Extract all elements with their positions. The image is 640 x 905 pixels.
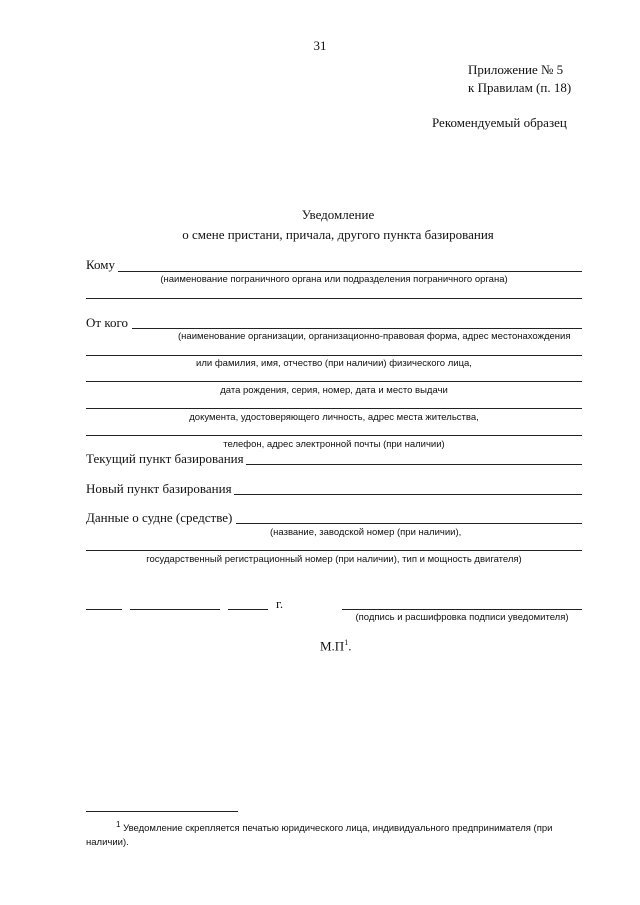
signature-hint: (подпись и расшифровка подписи уведомителя) [355, 612, 569, 623]
vessel-label: Данные о судне (средстве) [86, 510, 233, 525]
to-field-line[interactable] [118, 271, 582, 272]
from-field-line-4[interactable] [86, 408, 582, 409]
footnote-marker: 1 [116, 820, 121, 829]
vessel-field-line-2[interactable] [86, 550, 582, 551]
footnote [86, 818, 582, 850]
appendix-reference: к Правилам (п. 18) [468, 80, 572, 95]
date-year-line[interactable] [228, 609, 268, 610]
document-title: Уведомление [301, 207, 375, 222]
new-base-line[interactable] [234, 494, 582, 495]
to-hint: (наименование пограничного органа или подразделения пограничного органа) [160, 274, 508, 285]
from-field-line-3[interactable] [86, 381, 582, 382]
from-hint-5: телефон, адрес электронной почты (при наличии) [223, 439, 445, 450]
footnote-text-2: наличии). [86, 837, 129, 849]
vessel-hint-2: государственный регистрационный номер (при наличии), тип и мощность двигателя) [146, 554, 522, 565]
page-number: 31 [313, 38, 327, 53]
new-base-label: Новый пункт базирования [86, 481, 232, 496]
current-base-line[interactable] [246, 464, 582, 465]
from-hint-1: (наименование организации, организационно-правовая форма, адрес местонахождения [178, 331, 571, 342]
document-subtitle: о смене пристани, причала, другого пункта базирования [182, 227, 494, 242]
from-hint-2: или фамилия, имя, отчество (при наличии) физического лица, [196, 358, 472, 369]
stamp-label: $М.П^1$. [320, 638, 352, 654]
year-suffix: г. [276, 596, 284, 611]
vessel-field-line[interactable] [236, 523, 582, 524]
current-base-label: Текущий пункт базирования [86, 451, 244, 466]
signature-line[interactable] [342, 609, 582, 610]
to-field-line-2[interactable] [86, 298, 582, 299]
from-hint-3: дата рождения, серия, номер, дата и место выдачи [220, 385, 448, 396]
footnote-separator [86, 811, 238, 812]
appendix-title: Приложение № 5 [468, 62, 564, 77]
from-field-line-5[interactable] [86, 435, 582, 436]
sample-label: Рекомендуемый образец [432, 115, 567, 130]
footnote-text-1: Уведомление скрепляется печатью юридического лица, индивидуального предпринимателя (при [123, 823, 553, 835]
stamp-footnote-marker: 1 [344, 638, 349, 647]
date-day-line[interactable] [86, 609, 122, 610]
from-hint-4: документа, удостоверяющего личность, адрес места жительства, [189, 412, 479, 423]
to-label: Кому [86, 257, 116, 272]
from-field-line-2[interactable] [86, 355, 582, 356]
date-month-line[interactable] [130, 609, 220, 610]
vessel-hint-1: (название, заводской номер (при наличии), [270, 527, 462, 538]
from-field-line[interactable] [132, 328, 582, 329]
from-label: От кого [86, 315, 128, 330]
